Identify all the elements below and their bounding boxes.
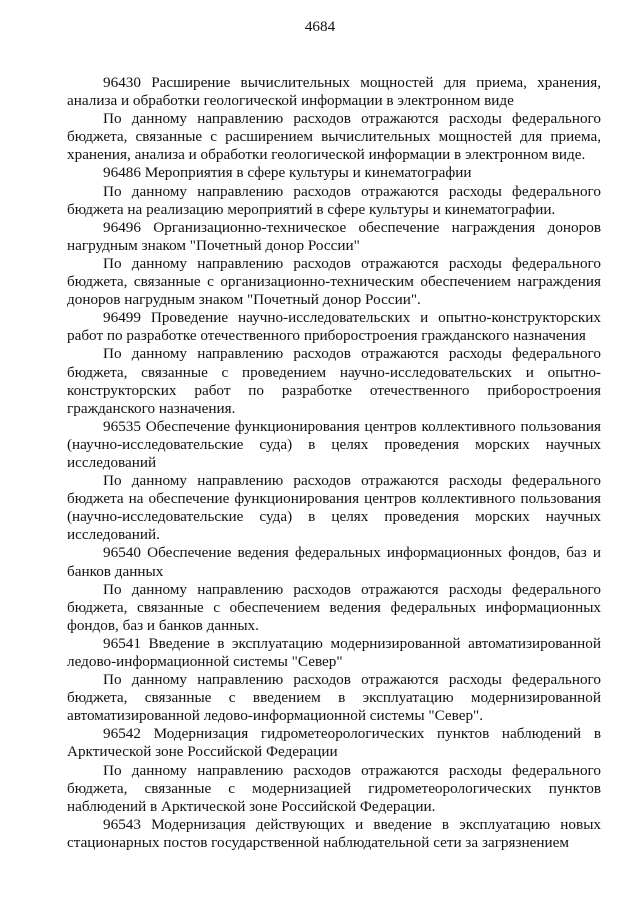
heading-96496: 96496 Организационно-техническое обеспечение награждения доноров нагрудным знаком "Почетный донор России" [67,218,601,254]
heading-96543: 96543 Модернизация действующих и введение в эксплуатацию новых стационарных постов государственной наблюдательной сети за загрязнением [67,815,601,851]
heading-96499: 96499 Проведение научно-исследовательских и опытно-конструкторских работ по разработке отечественного приборостроения гражданского назначения [67,309,601,345]
document-body [67,74,601,852]
description-96542: По данному направлению расходов отражаются расходы федерального бюджета, связанные с модернизацией гидрометеорологических пунктов наблюдений в Арктической зоне Российской Федерации. [67,761,601,815]
description-96486: По данному направлению расходов отражаются расходы федерального бюджета на реализацию мероприятий в сфере культуры и кинематографии. [67,182,601,218]
heading-96486: 96486 Мероприятия в сфере культуры и кинематографии [103,164,472,182]
description-96541: По данному направлению расходов отражаются расходы федерального бюджета, связанные с введением в эксплуатацию модернизированной автоматизированной ледово-информационной системы "Север". [67,671,601,725]
page-number: 4684 [304,18,336,35]
description-96430: По данному направлению расходов отражаются расходы федерального бюджета, связанные с расширением вычислительных мощностей для приема, хранения, анализа и обработки геологической информации в электронном виде. [67,110,601,164]
description-96499: По данному направлению расходов отражаются расходы федерального бюджета, связанные с проведением научно-исследовательских и опытно-конструкторских работ по разработке отечественного приборостроения гражданского назначения. [67,345,601,417]
description-96535: По данному направлению расходов отражаются расходы федерального бюджета на обеспечение функционирования центров коллективного пользования (научно-исследовательские суда) в целях проведения морских научных исследований. [67,472,601,544]
heading-96540: 96540 Обеспечение ведения федеральных информационных фондов, баз и банков данных [67,544,601,580]
description-96496: По данному направлению расходов отражаются расходы федерального бюджета, связанные с организационно-техническим обеспечением награждения доноров нагрудным знаком "Почетный донор России". [67,254,601,309]
heading-96535: 96535 Обеспечение функционирования центров коллективного пользования (научно-исследовательские суда) в целях проведения морских научных исследований [67,417,601,471]
heading-96430: 96430 Расширение вычислительных мощностей для приема, хранения, анализа и обработки геологической информации в электронном виде [67,74,601,110]
heading-96541: 96541 Введение в эксплуатацию модернизированной автоматизированной ледово-информационной системы "Север" [67,634,601,670]
heading-96542: 96542 Модернизация гидрометеорологических пунктов наблюдений в Арктической зоне Российской Федерации [67,725,601,761]
description-96540: По данному направлению расходов отражаются расходы федерального бюджета, связанные с обеспечением ведения федеральных информационных фондов, баз и банков данных. [67,580,601,634]
